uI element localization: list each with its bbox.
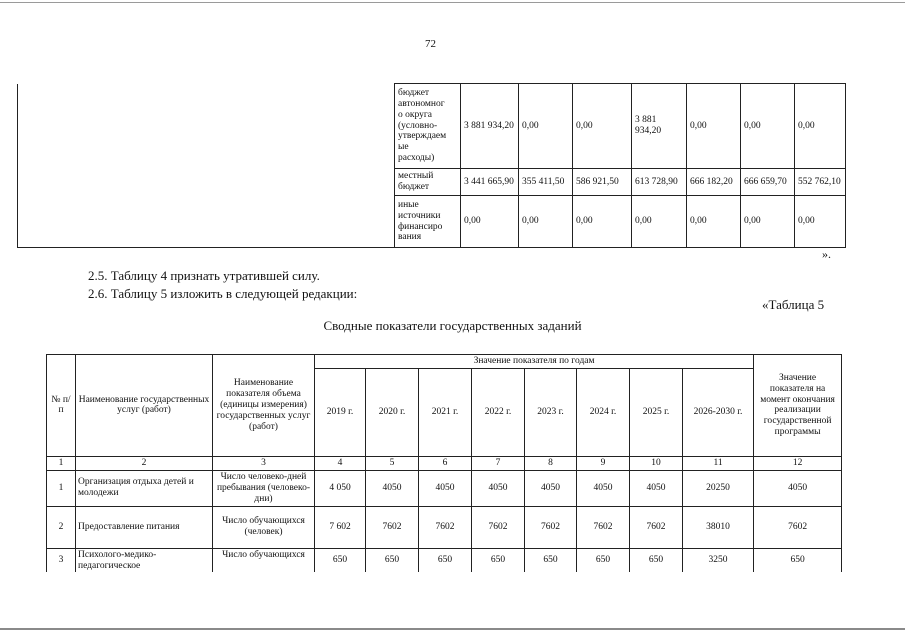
row-num: 2 [47,506,76,548]
header-year: 2025 г. [630,368,683,456]
row-value: 7602 [630,506,683,548]
budget-row [18,84,846,169]
row-value: 7602 [577,506,630,548]
budget-cell: 666 182,20 [687,169,741,196]
scan-edge-bottom [0,628,905,630]
row-service: Предоставление питания [76,506,213,548]
budget-table [17,83,846,248]
row-value: 4050 [577,470,630,506]
budget-cell: 0,00 [687,196,741,248]
column-number: 7 [472,456,525,470]
row-indicator: Число обучающихся (человек) [213,506,315,548]
header-indicator: Наименование показателя объема (единицы измерения) государственных услуг (работ) [213,355,315,457]
table-row [47,506,842,548]
row-value: 4050 [472,470,525,506]
column-number-row [47,456,842,470]
header-values-by-year: Значение показателя по годам [315,355,754,369]
header-row [47,355,842,369]
header-year: 2021 г. [419,368,472,456]
budget-cell: 0,00 [461,196,519,248]
budget-cell: 666 659,70 [741,169,795,196]
budget-cell: 0,00 [795,84,846,169]
row-indicator: Число обучающихся [213,548,315,572]
column-number: 4 [315,456,366,470]
budget-cell: 0,00 [573,196,632,248]
row-value: 650 [472,548,525,572]
budget-cell: 0,00 [741,84,795,169]
budget-row-label: иные источники финансиро вания [395,196,461,248]
column-number: 11 [683,456,754,470]
row-value: 4050 [525,470,577,506]
row-value: 650 [630,548,683,572]
row-value: 4050 [366,470,419,506]
header-year: 2019 г. [315,368,366,456]
table-row [47,470,842,506]
table-title: Сводные показатели государственных заданий [323,318,582,333]
budget-row-label: местный бюджет [395,169,461,196]
header-year: 2026-2030 г. [683,368,754,456]
paragraph-2-5: 2.5. Таблицу 4 признать утратившей силу. [88,268,320,283]
closing-quote: ». [822,247,831,261]
row-value: 650 [577,548,630,572]
budget-cell: 0,00 [573,84,632,169]
column-number: 6 [419,456,472,470]
paragraph-2-6: 2.6. Таблицу 5 изложить в следующей редакции: [88,286,358,301]
row-value: 3250 [683,548,754,572]
row-value: 4050 [419,470,472,506]
row-value: 7602 [525,506,577,548]
column-number: 12 [754,456,842,470]
row-value: 7602 [472,506,525,548]
budget-cell: 0,00 [741,196,795,248]
column-number: 1 [47,456,76,470]
row-value: 4 050 [315,470,366,506]
column-number: 2 [76,456,213,470]
header-service: Наименование государственных услуг (работ) [76,355,213,457]
budget-cell: 355 411,50 [519,169,573,196]
budget-cell: 0,00 [632,196,687,248]
budget-cell: 3 441 665,90 [461,169,519,196]
row-value: 650 [419,548,472,572]
row-indicator: Число человеко-дней пребывания (человеко-дни) [213,470,315,506]
blank-cell [18,84,395,248]
budget-cell: 0,00 [795,196,846,248]
column-number: 8 [525,456,577,470]
row-value: 7602 [754,506,842,548]
row-value: 7 602 [315,506,366,548]
budget-cell: 586 921,50 [573,169,632,196]
row-value: 650 [366,548,419,572]
page-number: 72 [425,38,436,50]
row-value: 650 [315,548,366,572]
table-label: «Таблица 5 [762,297,825,312]
table-row [47,548,842,572]
row-value: 20250 [683,470,754,506]
row-value: 650 [754,548,842,572]
row-num: 3 [47,548,76,572]
budget-cell: 0,00 [687,84,741,169]
budget-cell: 0,00 [519,84,573,169]
column-number: 9 [577,456,630,470]
column-number: 10 [630,456,683,470]
tasks-table [46,354,842,572]
header-num: № п/п [47,355,76,457]
budget-row-label: бюджет автономног о округа (условно- утверждаем ые расходы) [395,84,461,169]
row-value: 4050 [630,470,683,506]
budget-cell: 613 728,90 [632,169,687,196]
row-value: 650 [525,548,577,572]
row-service: Психолого-медико-педагогическое [76,548,213,572]
row-value: 7602 [366,506,419,548]
column-number: 5 [366,456,419,470]
row-value: 38010 [683,506,754,548]
header-year: 2023 г. [525,368,577,456]
row-num: 1 [47,470,76,506]
row-value: 7602 [419,506,472,548]
header-year: 2022 г. [472,368,525,456]
header-year: 2020 г. [366,368,419,456]
header-final-value: Значение показателя на момент окончания реализации государственной программы [754,355,842,457]
row-value: 4050 [754,470,842,506]
header-year: 2024 г. [577,368,630,456]
budget-cell: 3 881 934,20 [632,84,687,169]
column-number: 3 [213,456,315,470]
scan-edge-top [0,2,905,3]
budget-cell: 552 762,10 [795,169,846,196]
row-service: Организация отдыха детей и молодежи [76,470,213,506]
budget-cell: 0,00 [519,196,573,248]
budget-cell: 3 881 934,20 [461,84,519,169]
